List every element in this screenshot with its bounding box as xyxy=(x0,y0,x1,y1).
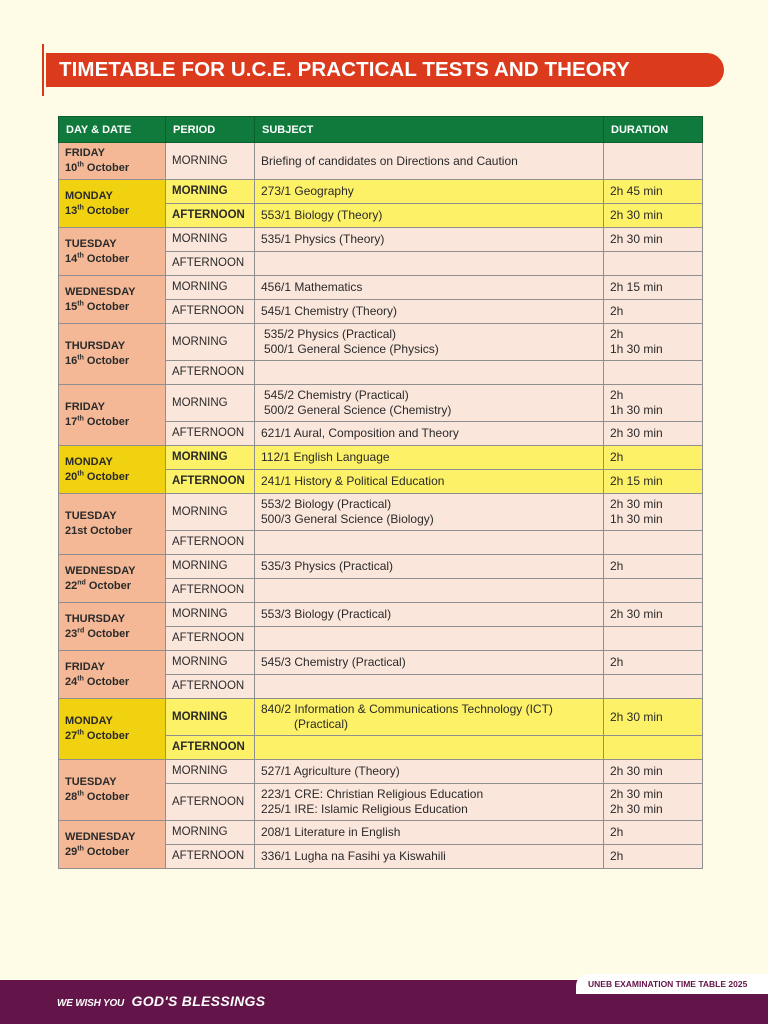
date-label xyxy=(65,627,159,642)
period-cell: AFTERNOON xyxy=(166,579,255,603)
table-row xyxy=(59,276,703,300)
table-row xyxy=(59,651,703,675)
period-cell: AFTERNOON xyxy=(166,361,255,385)
date-month: October xyxy=(86,252,130,265)
date-number: 17 xyxy=(65,416,78,428)
duration-cell xyxy=(604,651,703,675)
day-date-cell xyxy=(59,699,166,760)
duration-cell xyxy=(604,385,703,422)
period-cell: AFTERNOON xyxy=(166,470,255,494)
duration-cell xyxy=(604,300,703,324)
date-month: October xyxy=(87,627,130,640)
duration-cell xyxy=(604,736,703,760)
subject-cell xyxy=(255,736,604,760)
subject-cell xyxy=(255,470,604,494)
duration-line: 2h 30 min xyxy=(610,208,663,222)
duration-line: 2h 30 min xyxy=(610,709,663,724)
duration-line: 2h 30 min xyxy=(610,787,663,801)
duration-cell xyxy=(604,555,703,579)
table-row xyxy=(59,228,703,252)
subject-cell xyxy=(255,446,604,470)
subject-cell xyxy=(255,494,604,531)
subject-cell xyxy=(255,699,604,736)
date-number: 28 xyxy=(65,791,78,803)
date-ordinal: th xyxy=(77,469,84,477)
duration-cell xyxy=(604,579,703,603)
weekday-label: WEDNESDAY xyxy=(65,285,136,298)
duration-cell xyxy=(604,228,703,252)
weekday-label: FRIDAY xyxy=(65,147,105,159)
period-cell: MORNING xyxy=(166,555,255,579)
weekday-label: TUESDAY xyxy=(65,510,117,522)
header-day-date: DAY & DATE xyxy=(59,117,166,143)
subject-line: 545/1 Chemistry (Theory) xyxy=(261,304,398,318)
footer-label: UNEB EXAMINATION TIME TABLE 2025 xyxy=(588,979,748,989)
period-cell: MORNING xyxy=(166,276,255,300)
table-row xyxy=(59,180,703,204)
duration-cell xyxy=(604,180,703,204)
date-label xyxy=(65,300,159,315)
period-cell: AFTERNOON xyxy=(166,300,255,324)
duration-cell xyxy=(604,446,703,470)
day-date-cell xyxy=(59,760,166,821)
table-row xyxy=(59,821,703,845)
subject-cell xyxy=(255,385,604,422)
subject-line: 112/1 English Language xyxy=(261,450,390,464)
day-date-cell xyxy=(59,821,166,869)
date-label xyxy=(65,204,159,219)
date-label xyxy=(65,161,159,176)
weekday-label: MONDAY xyxy=(65,455,113,468)
date-month: October xyxy=(88,579,132,592)
day-date-cell xyxy=(59,324,166,385)
day-date-cell xyxy=(59,603,166,651)
footer-blessings-text: GOD'S BLESSINGS xyxy=(131,993,266,1009)
date-label xyxy=(65,354,159,369)
period-cell: AFTERNOON xyxy=(166,736,255,760)
period-cell: AFTERNOON xyxy=(166,784,255,821)
duration-line: 2h 30 min xyxy=(610,764,663,778)
period-cell: MORNING xyxy=(166,446,255,470)
date-month: October xyxy=(86,470,130,483)
date-label xyxy=(65,579,159,594)
duration-line: 1h 30 min xyxy=(610,512,663,526)
day-date-cell xyxy=(59,446,166,494)
weekday-label: THURSDAY xyxy=(65,340,126,352)
footer-wish-text: WE WISH YOU xyxy=(57,998,125,1009)
date-ordinal: th xyxy=(77,729,84,737)
date-label xyxy=(65,845,159,860)
duration-cell xyxy=(604,143,703,180)
table-row xyxy=(59,760,703,784)
subject-line: 527/1 Agriculture (Theory) xyxy=(261,764,400,778)
table-header-row xyxy=(59,117,703,143)
subject-cell xyxy=(255,555,604,579)
duration-line: 2h 30 min xyxy=(610,497,663,511)
subject-line: 273/1 Geography xyxy=(261,184,354,198)
date-number: 16 xyxy=(65,355,78,367)
subject-cell xyxy=(255,821,604,845)
date-number: 14 xyxy=(65,252,78,265)
date-number: 24 xyxy=(65,675,78,688)
period-cell: MORNING xyxy=(166,699,255,736)
duration-cell xyxy=(604,276,703,300)
subject-line: 535/2 Physics (Practical) xyxy=(264,327,397,341)
date-number: 20 xyxy=(65,470,78,483)
table-row xyxy=(59,446,703,470)
subject-cell xyxy=(255,204,604,228)
date-label xyxy=(65,729,159,744)
date-number: 21st xyxy=(65,525,88,537)
date-month: October xyxy=(86,416,130,428)
period-cell: MORNING xyxy=(166,324,255,361)
header-duration: DURATION xyxy=(604,117,703,143)
period-cell: MORNING xyxy=(166,651,255,675)
subject-cell xyxy=(255,228,604,252)
duration-cell xyxy=(604,252,703,276)
day-date-cell xyxy=(59,555,166,603)
period-cell: MORNING xyxy=(166,385,255,422)
subject-cell xyxy=(255,276,604,300)
subject-cell xyxy=(255,531,604,555)
subject-cell xyxy=(255,324,604,361)
subject-line: 223/1 CRE: Christian Religious Education xyxy=(261,787,484,801)
date-number: 27 xyxy=(65,730,78,742)
duration-line: 2h xyxy=(610,327,624,341)
date-label xyxy=(65,790,159,805)
duration-cell xyxy=(604,699,703,736)
date-month: October xyxy=(86,791,130,803)
duration-line: 2h xyxy=(610,450,624,464)
subject-line: 535/1 Physics (Theory) xyxy=(261,232,385,246)
date-label xyxy=(65,675,159,690)
date-ordinal: th xyxy=(77,299,84,307)
day-date-cell xyxy=(59,494,166,555)
subject-line: 208/1 Literature in English xyxy=(261,825,401,839)
subject-cell xyxy=(255,845,604,869)
duration-cell xyxy=(604,821,703,845)
subject-line: 553/3 Biology (Practical) xyxy=(261,607,392,621)
day-date-cell xyxy=(59,180,166,228)
weekday-label: FRIDAY xyxy=(65,660,105,673)
date-ordinal: th xyxy=(77,251,84,259)
duration-cell xyxy=(604,470,703,494)
subject-line: 225/1 IRE: Islamic Religious Education xyxy=(261,802,468,816)
subject-cell xyxy=(255,651,604,675)
duration-line: 2h xyxy=(610,559,624,573)
table-row xyxy=(59,385,703,422)
duration-line: 2h 15 min xyxy=(610,280,663,294)
subject-cell xyxy=(255,422,604,446)
duration-line: 1h 30 min xyxy=(610,342,663,356)
subject-cell xyxy=(255,143,604,180)
subject-line: 336/1 Lugha na Fasihi ya Kiswahili xyxy=(261,849,446,863)
weekday-label: FRIDAY xyxy=(65,401,105,413)
day-date-cell xyxy=(59,276,166,324)
subject-cell xyxy=(255,180,604,204)
duration-line: 2h 30 min xyxy=(610,607,663,621)
period-cell: AFTERNOON xyxy=(166,422,255,446)
weekday-label: WEDNESDAY xyxy=(65,564,136,577)
duration-cell xyxy=(604,627,703,651)
date-ordinal: th xyxy=(77,844,84,852)
duration-line: 2h 30 min xyxy=(610,802,663,816)
duration-cell xyxy=(604,324,703,361)
date-month: October xyxy=(86,162,130,174)
table-row xyxy=(59,603,703,627)
period-cell: MORNING xyxy=(166,821,255,845)
duration-line: 2h xyxy=(610,825,624,839)
date-label xyxy=(65,524,159,539)
table-row xyxy=(59,494,703,531)
date-label xyxy=(65,415,159,430)
date-label xyxy=(65,252,159,267)
period-cell: MORNING xyxy=(166,180,255,204)
duration-line: 2h xyxy=(610,655,624,669)
date-ordinal: rd xyxy=(77,626,85,634)
duration-cell xyxy=(604,675,703,699)
date-month: October xyxy=(90,525,133,537)
header-period: PERIOD xyxy=(166,117,255,143)
date-number: 29 xyxy=(65,845,78,858)
date-month: October xyxy=(86,204,130,217)
subject-line: 500/1 General Science (Physics) xyxy=(264,342,439,356)
date-ordinal: th xyxy=(77,203,84,211)
period-cell: MORNING xyxy=(166,760,255,784)
date-number: 13 xyxy=(65,204,78,217)
duration-line: 2h xyxy=(610,388,624,402)
date-month: October xyxy=(86,300,130,313)
date-month: October xyxy=(86,730,130,742)
period-cell: MORNING xyxy=(166,228,255,252)
weekday-label: TUESDAY xyxy=(65,237,117,250)
period-cell: AFTERNOON xyxy=(166,531,255,555)
period-cell: AFTERNOON xyxy=(166,675,255,699)
table-row xyxy=(59,143,703,180)
subject-line: 621/1 Aural, Composition and Theory xyxy=(261,426,459,440)
date-ordinal: th xyxy=(77,161,84,169)
subject-cell xyxy=(255,760,604,784)
weekday-label: WEDNESDAY xyxy=(65,830,136,843)
footer-blessing xyxy=(57,993,265,1011)
subject-cell xyxy=(255,300,604,324)
period-cell: AFTERNOON xyxy=(166,845,255,869)
duration-cell xyxy=(604,531,703,555)
subject-line: 545/3 Chemistry (Practical) xyxy=(261,655,406,669)
period-cell: AFTERNOON xyxy=(166,252,255,276)
day-date-cell xyxy=(59,651,166,699)
header-subject: SUBJECT xyxy=(255,117,604,143)
subject-line: Briefing of candidates on Directions and Caution xyxy=(261,153,518,168)
duration-cell xyxy=(604,784,703,821)
subject-cell xyxy=(255,252,604,276)
weekday-label: THURSDAY xyxy=(65,612,126,625)
duration-cell xyxy=(604,760,703,784)
date-ordinal: th xyxy=(77,415,84,423)
date-month: October xyxy=(86,675,130,688)
title-accent-line xyxy=(42,44,44,96)
duration-line: 2h 45 min xyxy=(610,184,663,198)
duration-cell xyxy=(604,204,703,228)
table-row xyxy=(59,555,703,579)
duration-cell xyxy=(604,494,703,531)
duration-line: 2h xyxy=(610,849,624,863)
day-date-cell xyxy=(59,143,166,180)
date-number: 22 xyxy=(65,579,78,592)
duration-line: 1h 30 min xyxy=(610,403,663,417)
subject-cell xyxy=(255,784,604,821)
subject-line: 553/1 Biology (Theory) xyxy=(261,208,383,222)
period-cell: AFTERNOON xyxy=(166,204,255,228)
subject-cell xyxy=(255,627,604,651)
duration-cell xyxy=(604,422,703,446)
date-number: 23 xyxy=(65,627,78,640)
subject-line: 500/3 General Science (Biology) xyxy=(261,512,434,526)
day-date-cell xyxy=(59,228,166,276)
subject-line: 456/1 Mathematics xyxy=(261,280,363,294)
page-title: TIMETABLE FOR U.C.E. PRACTICAL TESTS AND THEORY xyxy=(46,53,724,87)
table-row xyxy=(59,324,703,361)
subject-line: 545/2 Chemistry (Practical) xyxy=(264,388,409,402)
duration-cell xyxy=(604,603,703,627)
duration-line: 2h xyxy=(610,304,624,318)
weekday-label: MONDAY xyxy=(65,715,113,727)
date-ordinal: th xyxy=(77,674,84,682)
weekday-label: TUESDAY xyxy=(65,776,117,788)
day-date-cell xyxy=(59,385,166,446)
subject-cell xyxy=(255,675,604,699)
date-number: 10 xyxy=(65,162,78,174)
duration-line: 2h 30 min xyxy=(610,426,663,440)
period-cell: MORNING xyxy=(166,603,255,627)
date-month: October xyxy=(86,845,130,858)
date-number: 15 xyxy=(65,300,78,313)
subject-line: 553/2 Biology (Practical) xyxy=(261,497,392,511)
subject-cell xyxy=(255,579,604,603)
footer-label-tab xyxy=(576,974,768,994)
duration-line: 2h 15 min xyxy=(610,474,663,488)
weekday-label: MONDAY xyxy=(65,189,113,202)
date-ordinal: th xyxy=(77,354,84,362)
subject-line: (Practical) xyxy=(294,717,349,731)
subject-line: 241/1 History & Political Education xyxy=(261,474,445,488)
subject-cell xyxy=(255,361,604,385)
period-cell: AFTERNOON xyxy=(166,627,255,651)
date-label xyxy=(65,470,159,485)
duration-cell xyxy=(604,361,703,385)
date-month: October xyxy=(86,355,130,367)
subject-line: 500/2 General Science (Chemistry) xyxy=(264,403,452,417)
subject-line: 535/3 Physics (Practical) xyxy=(261,559,394,573)
date-ordinal: th xyxy=(77,790,84,798)
period-cell: MORNING xyxy=(166,494,255,531)
period-cell: MORNING xyxy=(166,143,255,180)
duration-line: 2h 30 min xyxy=(610,232,663,246)
date-ordinal: nd xyxy=(77,578,86,586)
subject-cell xyxy=(255,603,604,627)
table-row xyxy=(59,699,703,736)
subject-line: 840/2 Information & Communications Technology (ICT) xyxy=(261,702,553,716)
duration-cell xyxy=(604,845,703,869)
timetable xyxy=(58,116,703,869)
